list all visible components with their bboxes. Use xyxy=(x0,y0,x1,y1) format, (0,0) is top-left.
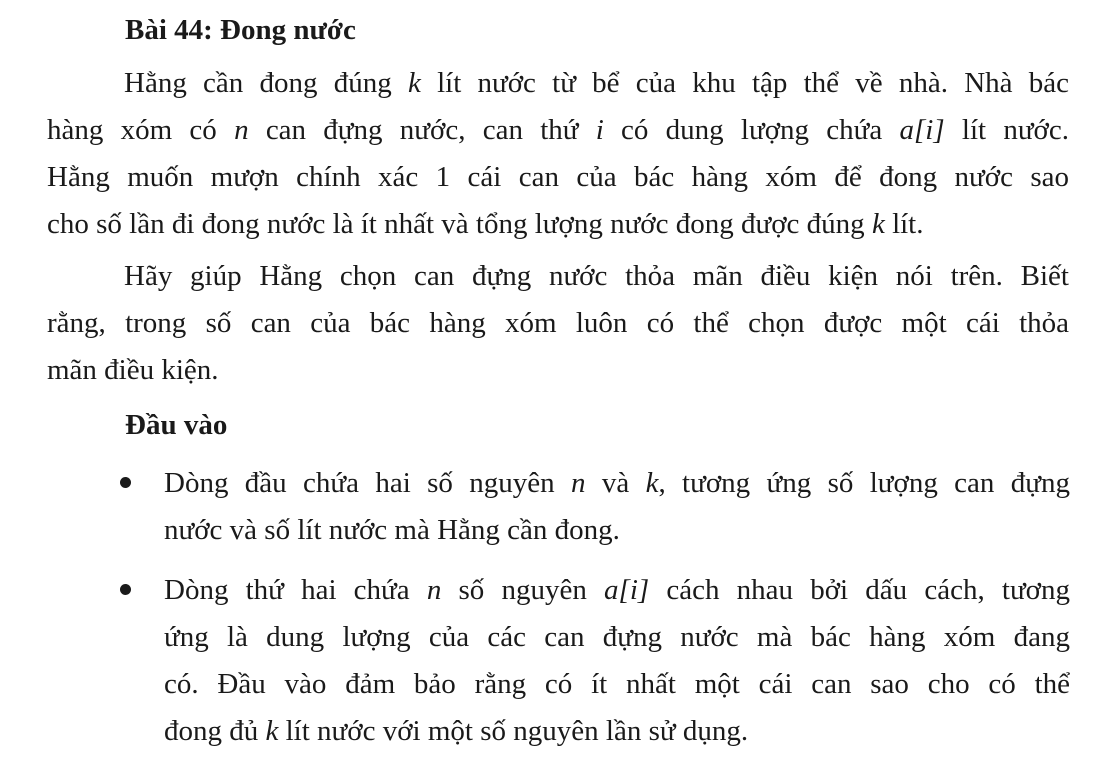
text-run: ứng là dung lượng của các can đựng nước mà bác hàng xóm đang xyxy=(164,621,1070,653)
problem-title: Bài 44: Đong nước xyxy=(125,14,356,46)
text-run: Dòng thứ hai chứa xyxy=(164,574,427,606)
text-run: có. Đầu vào đảm bảo rằng có ít nhất một cái can sao cho có thể xyxy=(164,668,1070,700)
math-variable: k xyxy=(265,715,279,747)
text-line xyxy=(164,614,1070,661)
text-run: , tương ứng số lượng can đựng xyxy=(658,467,1070,499)
text-line xyxy=(47,253,1069,300)
bullet-icon xyxy=(120,477,131,488)
text-line xyxy=(47,107,1069,154)
text-run: cách nhau bởi dấu cách, tương xyxy=(649,574,1070,606)
text-line xyxy=(47,300,1069,347)
text-run: rằng, trong số can của bác hàng xóm luôn có thể chọn được một cái thỏa xyxy=(47,307,1069,339)
text-run: can đựng nước, can thứ xyxy=(248,114,596,146)
text-run: lít. xyxy=(884,208,924,240)
text-run: có dung lượng chứa xyxy=(603,114,900,146)
text-run: hàng xóm có xyxy=(47,114,235,146)
text-line xyxy=(47,60,1069,107)
math-variable: a[i] xyxy=(899,114,945,146)
math-variable: k xyxy=(407,67,421,99)
text-run: lít nước. xyxy=(944,114,1069,146)
text-run: cho số lần đi đong nước là ít nhất và tổng lượng nước đong được đúng xyxy=(47,208,872,240)
text-run: mãn điều kiện. xyxy=(47,354,219,386)
text-line xyxy=(164,507,1070,554)
text-run: Hãy giúp Hằng chọn can đựng nước thỏa mãn điều kiện nói trên. Biết xyxy=(124,260,1069,292)
text-line xyxy=(164,567,1070,614)
math-variable: k xyxy=(645,467,659,499)
text-run: Hằng muốn mượn chính xác 1 cái can của bác hàng xóm để đong nước sao xyxy=(47,161,1069,193)
input-heading: Đầu vào xyxy=(125,409,228,441)
text-line xyxy=(164,661,1070,708)
text-run: và xyxy=(585,467,646,499)
text-line xyxy=(164,708,1070,755)
text-run: Dòng đầu chứa hai số nguyên xyxy=(164,467,571,499)
text-run: lít nước từ bể của khu tập thể về nhà. Nhà bác xyxy=(420,67,1069,99)
math-variable: n xyxy=(234,114,249,146)
math-variable: a[i] xyxy=(604,574,650,606)
text-run: đong đủ xyxy=(164,715,266,747)
bullet-text xyxy=(164,567,1070,755)
bullet-icon xyxy=(120,584,131,595)
problem-paragraph-2 xyxy=(47,253,1069,394)
text-line xyxy=(47,201,1069,248)
text-run: nước và số lít nước mà Hằng cần đong. xyxy=(164,514,620,546)
text-line xyxy=(47,154,1069,201)
text-run: lít nước với một số nguyên lần sử dụng. xyxy=(278,715,749,747)
math-variable: n xyxy=(426,574,442,606)
text-run: số nguyên xyxy=(441,574,605,606)
bullet-text xyxy=(164,460,1070,554)
text-line xyxy=(47,347,1069,394)
math-variable: k xyxy=(871,208,885,240)
text-run: Hằng cần đong đúng xyxy=(124,67,408,99)
math-variable: n xyxy=(570,467,586,499)
text-line xyxy=(164,460,1070,507)
math-variable: i xyxy=(595,114,604,146)
problem-paragraph-1 xyxy=(47,60,1069,248)
